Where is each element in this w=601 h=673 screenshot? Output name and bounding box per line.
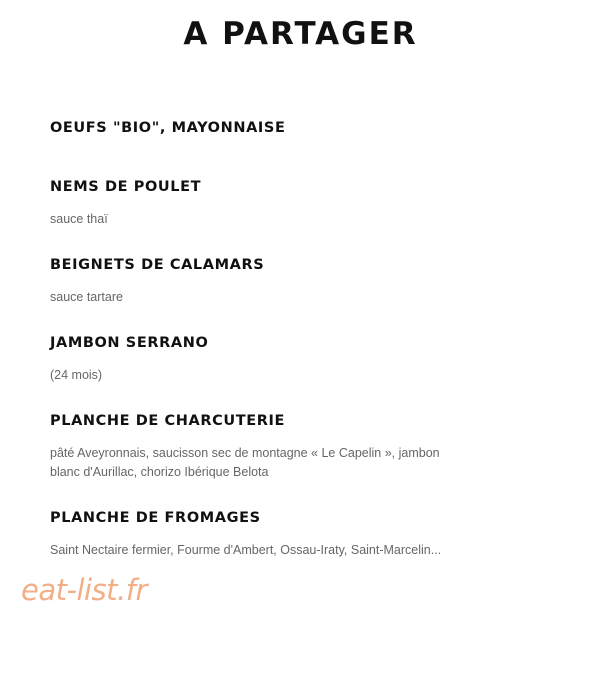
- menu-item-name: PLANCHE DE FROMAGES: [50, 510, 261, 526]
- menu-item-name: OEUFS "BIO", MAYONNAISE: [50, 120, 286, 136]
- menu-item-nems: [50, 177, 480, 229]
- menu-item-description: (24 mois): [50, 368, 103, 382]
- menu-item-fromages: [50, 508, 480, 560]
- menu-item-name: BEIGNETS DE CALAMARS: [50, 257, 265, 273]
- menu-item-charcuterie: [50, 411, 480, 482]
- menu-item-name: JAMBON SERRANO: [50, 335, 209, 351]
- page-title: A PARTAGER: [183, 16, 418, 52]
- menu-item-description: pâté Aveyronnais, saucisson sec de montagne « Le Capelin », jambon blanc d'Aurillac, chorizo Ibérique Belota: [50, 446, 440, 479]
- watermark: eat-list.fr: [21, 573, 147, 607]
- menu-item-name: PLANCHE DE CHARCUTERIE: [50, 413, 285, 429]
- menu-item-jambon: [50, 333, 480, 385]
- menu-item-description: Saint Nectaire fermier, Fourme d'Ambert, Ossau-Iraty, Saint-Marcelin...: [50, 543, 442, 557]
- menu-item-description: sauce thaï: [50, 212, 108, 226]
- menu-item-oeufs: [50, 118, 480, 138]
- menu-item-beignets: [50, 255, 480, 307]
- menu-item-description: sauce tartare: [50, 290, 123, 304]
- menu-item-name: NEMS DE POULET: [50, 179, 202, 195]
